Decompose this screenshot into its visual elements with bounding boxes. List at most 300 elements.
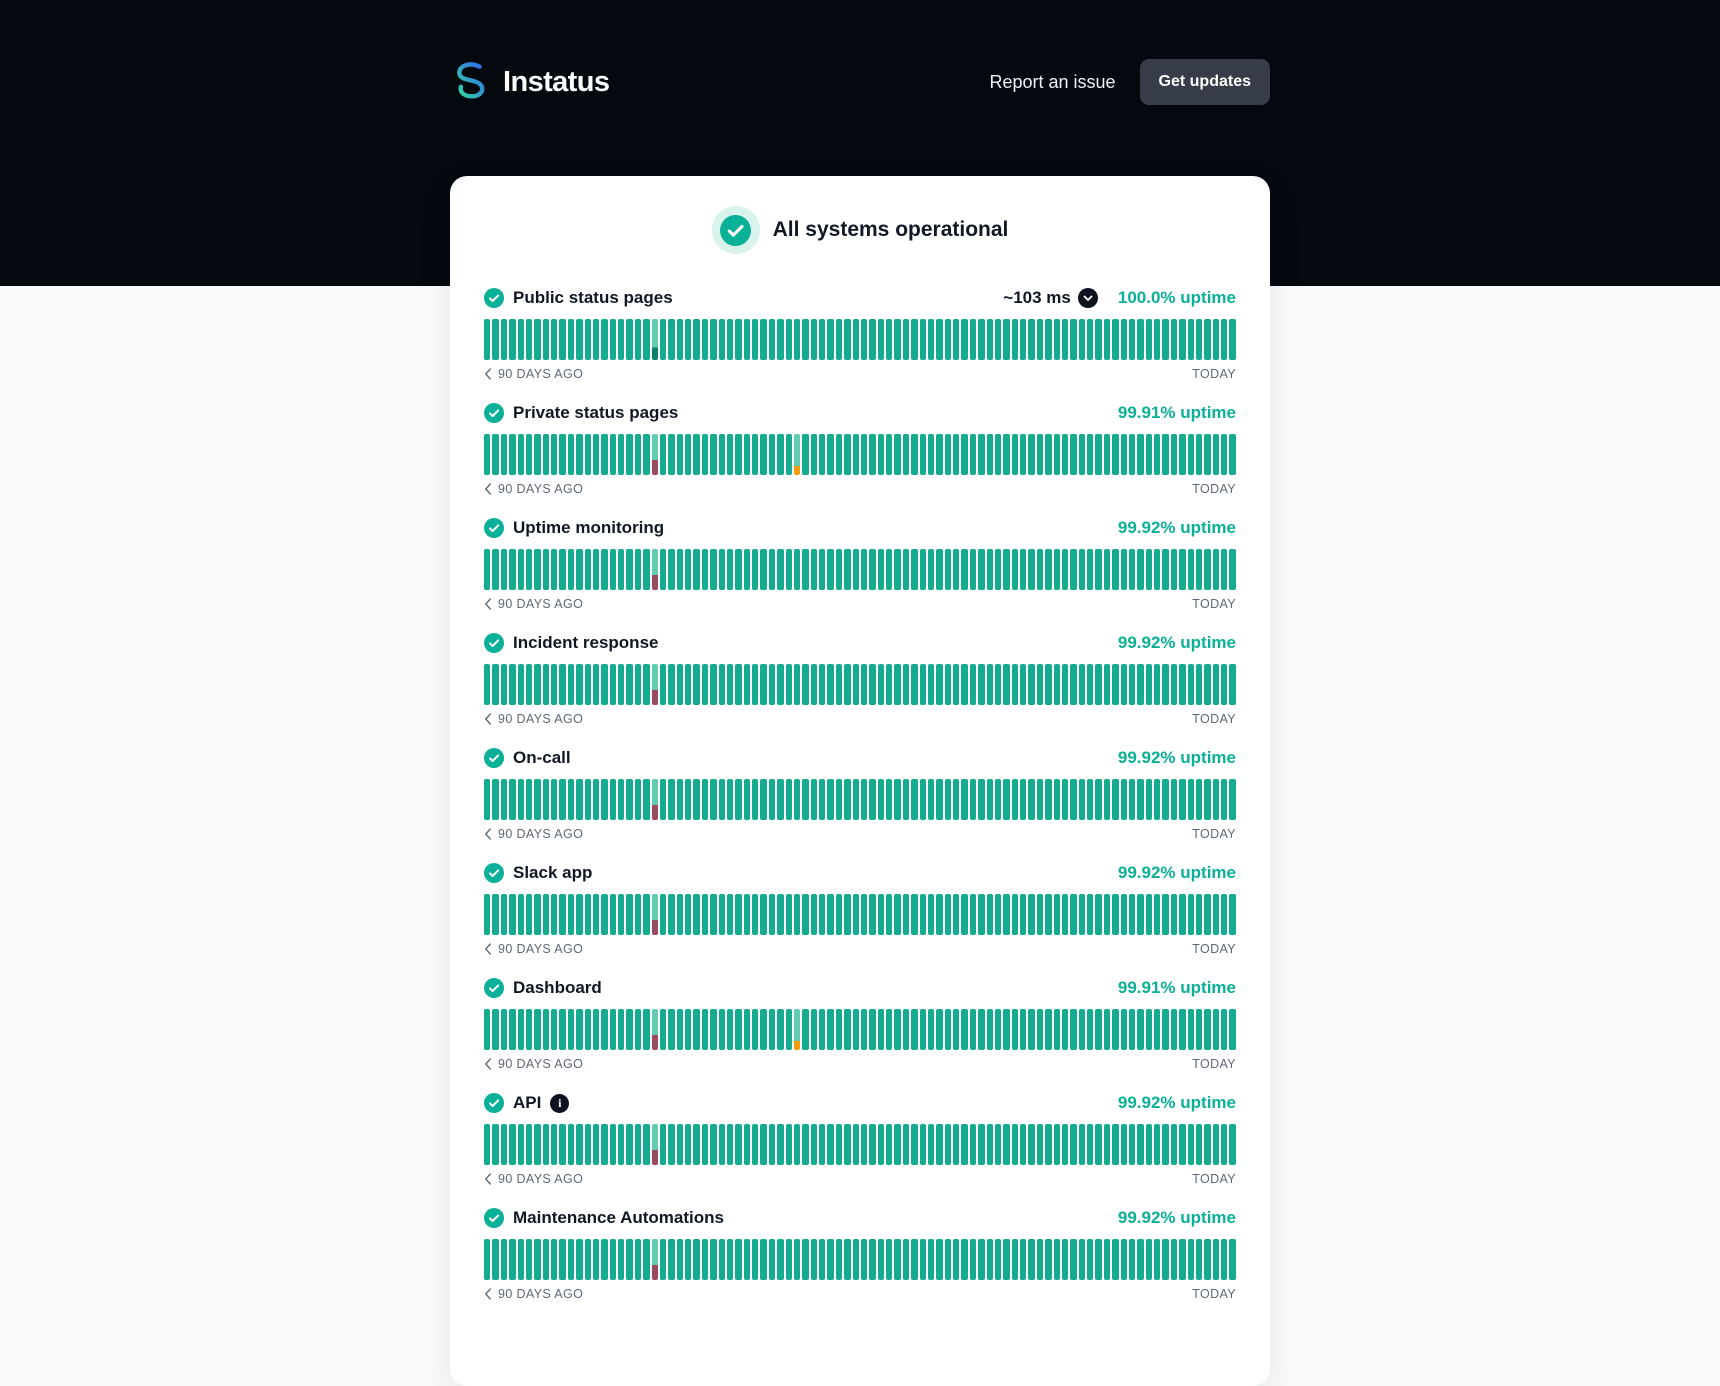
- uptime-day-bar[interactable]: [878, 319, 884, 360]
- uptime-day-bar[interactable]: [794, 1239, 800, 1280]
- uptime-day-bar[interactable]: [978, 434, 984, 475]
- uptime-day-bar[interactable]: [710, 1009, 716, 1050]
- uptime-day-bar[interactable]: [827, 664, 833, 705]
- uptime-day-bar[interactable]: [995, 1239, 1001, 1280]
- uptime-day-bar[interactable]: [501, 1239, 507, 1280]
- uptime-day-bar[interactable]: [693, 1239, 699, 1280]
- uptime-day-bar[interactable]: [970, 1239, 976, 1280]
- uptime-day-bar[interactable]: [1112, 549, 1118, 590]
- uptime-day-bar[interactable]: [936, 779, 942, 820]
- uptime-day-bar[interactable]: [1020, 779, 1026, 820]
- uptime-day-bar[interactable]: [551, 1009, 557, 1050]
- uptime-day-bar[interactable]: [1213, 319, 1219, 360]
- uptime-day-bar[interactable]: [1162, 1009, 1168, 1050]
- uptime-day-bar[interactable]: [928, 894, 934, 935]
- uptime-day-bar[interactable]: [1054, 1009, 1060, 1050]
- uptime-day-bar[interactable]: [585, 1124, 591, 1165]
- uptime-day-bar[interactable]: [652, 664, 658, 705]
- uptime-day-bar[interactable]: [559, 1009, 565, 1050]
- uptime-day-bar[interactable]: [610, 1239, 616, 1280]
- uptime-day-bar[interactable]: [1146, 549, 1152, 590]
- brand-logo[interactable]: [450, 59, 609, 106]
- uptime-day-bar[interactable]: [710, 1124, 716, 1165]
- uptime-day-bar[interactable]: [693, 1009, 699, 1050]
- uptime-day-bar[interactable]: [1003, 1124, 1009, 1165]
- uptime-day-bar[interactable]: [827, 319, 833, 360]
- uptime-day-bar[interactable]: [526, 1009, 532, 1050]
- uptime-day-bar[interactable]: [534, 549, 540, 590]
- uptime-day-bar[interactable]: [534, 1239, 540, 1280]
- uptime-day-bar[interactable]: [911, 1239, 917, 1280]
- uptime-day-bar[interactable]: [1179, 779, 1185, 820]
- uptime-day-bar[interactable]: [1104, 1124, 1110, 1165]
- uptime-day-bar[interactable]: [660, 894, 666, 935]
- uptime-day-bar[interactable]: [1213, 779, 1219, 820]
- uptime-day-bar[interactable]: [559, 434, 565, 475]
- uptime-day-bar[interactable]: [1037, 1239, 1043, 1280]
- uptime-day-bar[interactable]: [1129, 664, 1135, 705]
- uptime-day-bar[interactable]: [1070, 319, 1076, 360]
- uptime-day-bar[interactable]: [677, 1124, 683, 1165]
- uptime-day-bar[interactable]: [1079, 1239, 1085, 1280]
- uptime-day-bar[interactable]: [685, 779, 691, 820]
- uptime-day-bar[interactable]: [836, 1009, 842, 1050]
- uptime-day-bar[interactable]: [1045, 434, 1051, 475]
- uptime-day-bar[interactable]: [601, 319, 607, 360]
- uptime-day-bar[interactable]: [702, 894, 708, 935]
- uptime-day-bar[interactable]: [543, 1124, 549, 1165]
- uptime-day-bar[interactable]: [970, 1009, 976, 1050]
- uptime-day-bar[interactable]: [1129, 1239, 1135, 1280]
- uptime-day-bar[interactable]: [1070, 894, 1076, 935]
- uptime-day-bar[interactable]: [593, 779, 599, 820]
- uptime-day-bar[interactable]: [995, 549, 1001, 590]
- uptime-day-bar[interactable]: [995, 779, 1001, 820]
- uptime-day-bar[interactable]: [869, 1009, 875, 1050]
- uptime-day-bar[interactable]: [1188, 1009, 1194, 1050]
- uptime-day-bar[interactable]: [928, 434, 934, 475]
- uptime-day-bar[interactable]: [601, 664, 607, 705]
- uptime-day-bar[interactable]: [777, 779, 783, 820]
- uptime-day-bar[interactable]: [1070, 779, 1076, 820]
- uptime-day-bar[interactable]: [585, 319, 591, 360]
- uptime-day-bar[interactable]: [987, 779, 993, 820]
- uptime-day-bar[interactable]: [1129, 894, 1135, 935]
- uptime-day-bar[interactable]: [1054, 1239, 1060, 1280]
- uptime-day-bar[interactable]: [1012, 894, 1018, 935]
- uptime-day-bar[interactable]: [1003, 434, 1009, 475]
- uptime-day-bar[interactable]: [626, 319, 632, 360]
- uptime-day-bar[interactable]: [1003, 1009, 1009, 1050]
- uptime-day-bar[interactable]: [702, 1239, 708, 1280]
- uptime-day-bar[interactable]: [727, 894, 733, 935]
- uptime-day-bar[interactable]: [643, 1239, 649, 1280]
- uptime-day-bar[interactable]: [786, 1239, 792, 1280]
- uptime-day-bar[interactable]: [1062, 664, 1068, 705]
- uptime-day-bar[interactable]: [894, 894, 900, 935]
- uptime-day-bar[interactable]: [1162, 1124, 1168, 1165]
- uptime-day-bar[interactable]: [643, 319, 649, 360]
- uptime-day-bar[interactable]: [534, 1009, 540, 1050]
- uptime-day-bar[interactable]: [492, 1124, 498, 1165]
- uptime-day-bar[interactable]: [961, 1009, 967, 1050]
- response-time-toggle[interactable]: [1003, 288, 1098, 308]
- uptime-day-bar[interactable]: [1137, 779, 1143, 820]
- uptime-day-bar[interactable]: [794, 1124, 800, 1165]
- uptime-day-bar[interactable]: [1012, 1239, 1018, 1280]
- uptime-day-bar[interactable]: [819, 319, 825, 360]
- uptime-day-bar[interactable]: [903, 664, 909, 705]
- uptime-day-bar[interactable]: [1095, 434, 1101, 475]
- uptime-day-bar[interactable]: [1221, 664, 1227, 705]
- uptime-day-bar[interactable]: [945, 779, 951, 820]
- uptime-day-bar[interactable]: [886, 549, 892, 590]
- uptime-day-bar[interactable]: [920, 1239, 926, 1280]
- uptime-day-bar[interactable]: [1112, 1124, 1118, 1165]
- uptime-day-bar[interactable]: [811, 319, 817, 360]
- uptime-day-bar[interactable]: [660, 1239, 666, 1280]
- uptime-day-bar[interactable]: [853, 1009, 859, 1050]
- uptime-day-bar[interactable]: [1213, 434, 1219, 475]
- uptime-day-bar[interactable]: [518, 1124, 524, 1165]
- uptime-day-bar[interactable]: [1146, 1239, 1152, 1280]
- uptime-day-bar[interactable]: [995, 894, 1001, 935]
- uptime-day-bar[interactable]: [836, 434, 842, 475]
- uptime-day-bar[interactable]: [936, 664, 942, 705]
- uptime-day-bar[interactable]: [1129, 319, 1135, 360]
- uptime-day-bar[interactable]: [987, 894, 993, 935]
- uptime-day-bar[interactable]: [1087, 1124, 1093, 1165]
- uptime-day-bar[interactable]: [1012, 1009, 1018, 1050]
- uptime-day-bar[interactable]: [618, 1009, 624, 1050]
- uptime-day-bar[interactable]: [601, 434, 607, 475]
- uptime-day-bar[interactable]: [1095, 319, 1101, 360]
- uptime-day-bar[interactable]: [903, 1009, 909, 1050]
- uptime-day-bar[interactable]: [1146, 319, 1152, 360]
- uptime-day-bar[interactable]: [685, 549, 691, 590]
- uptime-day-bar[interactable]: [1104, 1009, 1110, 1050]
- uptime-day-bar[interactable]: [970, 664, 976, 705]
- uptime-day-bar[interactable]: [886, 434, 892, 475]
- uptime-day-bar[interactable]: [576, 549, 582, 590]
- uptime-day-bar[interactable]: [794, 1009, 800, 1050]
- uptime-day-bar[interactable]: [744, 664, 750, 705]
- uptime-day-bar[interactable]: [1171, 1239, 1177, 1280]
- uptime-day-bar[interactable]: [1171, 894, 1177, 935]
- uptime-day-bar[interactable]: [534, 1124, 540, 1165]
- uptime-day-bar[interactable]: [1003, 549, 1009, 590]
- uptime-day-bar[interactable]: [1112, 1239, 1118, 1280]
- uptime-day-bar[interactable]: [1196, 1239, 1202, 1280]
- uptime-day-bar[interactable]: [1028, 779, 1034, 820]
- uptime-day-bar[interactable]: [601, 1009, 607, 1050]
- uptime-day-bar[interactable]: [786, 1124, 792, 1165]
- uptime-day-bar[interactable]: [861, 549, 867, 590]
- uptime-day-bar[interactable]: [970, 1124, 976, 1165]
- uptime-day-bar[interactable]: [752, 1124, 758, 1165]
- uptime-day-bar[interactable]: [970, 779, 976, 820]
- uptime-day-bar[interactable]: [786, 779, 792, 820]
- uptime-day-bar[interactable]: [1020, 1124, 1026, 1165]
- uptime-history-bars[interactable]: [484, 1124, 1236, 1165]
- uptime-day-bar[interactable]: [844, 894, 850, 935]
- uptime-day-bar[interactable]: [501, 664, 507, 705]
- uptime-day-bar[interactable]: [1221, 779, 1227, 820]
- uptime-day-bar[interactable]: [735, 319, 741, 360]
- uptime-day-bar[interactable]: [1062, 434, 1068, 475]
- uptime-day-bar[interactable]: [1188, 1239, 1194, 1280]
- uptime-day-bar[interactable]: [1079, 1124, 1085, 1165]
- uptime-day-bar[interactable]: [928, 664, 934, 705]
- uptime-day-bar[interactable]: [1129, 779, 1135, 820]
- uptime-day-bar[interactable]: [626, 434, 632, 475]
- uptime-day-bar[interactable]: [869, 1239, 875, 1280]
- uptime-day-bar[interactable]: [484, 1009, 490, 1050]
- uptime-day-bar[interactable]: [978, 319, 984, 360]
- uptime-day-bar[interactable]: [610, 1009, 616, 1050]
- uptime-day-bar[interactable]: [777, 1124, 783, 1165]
- uptime-day-bar[interactable]: [710, 664, 716, 705]
- uptime-day-bar[interactable]: [953, 319, 959, 360]
- uptime-day-bar[interactable]: [911, 1009, 917, 1050]
- uptime-day-bar[interactable]: [1171, 779, 1177, 820]
- uptime-day-bar[interactable]: [568, 434, 574, 475]
- uptime-day-bar[interactable]: [987, 319, 993, 360]
- uptime-day-bar[interactable]: [1062, 1239, 1068, 1280]
- uptime-day-bar[interactable]: [1037, 1124, 1043, 1165]
- uptime-day-bar[interactable]: [819, 664, 825, 705]
- uptime-day-bar[interactable]: [1037, 779, 1043, 820]
- uptime-day-bar[interactable]: [903, 319, 909, 360]
- uptime-day-bar[interactable]: [777, 894, 783, 935]
- uptime-day-bar[interactable]: [727, 549, 733, 590]
- uptime-day-bar[interactable]: [936, 549, 942, 590]
- uptime-day-bar[interactable]: [1171, 1009, 1177, 1050]
- uptime-day-bar[interactable]: [1104, 319, 1110, 360]
- uptime-day-bar[interactable]: [769, 319, 775, 360]
- uptime-day-bar[interactable]: [1112, 664, 1118, 705]
- uptime-day-bar[interactable]: [568, 779, 574, 820]
- uptime-day-bar[interactable]: [526, 319, 532, 360]
- uptime-day-bar[interactable]: [626, 779, 632, 820]
- uptime-day-bar[interactable]: [1121, 779, 1127, 820]
- uptime-day-bar[interactable]: [769, 779, 775, 820]
- uptime-day-bar[interactable]: [1229, 1239, 1235, 1280]
- uptime-day-bar[interactable]: [928, 1009, 934, 1050]
- uptime-day-bar[interactable]: [1087, 664, 1093, 705]
- uptime-day-bar[interactable]: [568, 1124, 574, 1165]
- uptime-day-bar[interactable]: [961, 1124, 967, 1165]
- uptime-day-bar[interactable]: [970, 319, 976, 360]
- uptime-day-bar[interactable]: [1162, 779, 1168, 820]
- uptime-day-bar[interactable]: [995, 319, 1001, 360]
- uptime-day-bar[interactable]: [1171, 434, 1177, 475]
- uptime-day-bar[interactable]: [928, 779, 934, 820]
- uptime-day-bar[interactable]: [920, 1124, 926, 1165]
- uptime-day-bar[interactable]: [894, 434, 900, 475]
- uptime-day-bar[interactable]: [593, 1009, 599, 1050]
- uptime-day-bar[interactable]: [719, 434, 725, 475]
- uptime-day-bar[interactable]: [802, 434, 808, 475]
- uptime-day-bar[interactable]: [1221, 894, 1227, 935]
- uptime-day-bar[interactable]: [869, 549, 875, 590]
- uptime-day-bar[interactable]: [987, 1124, 993, 1165]
- uptime-day-bar[interactable]: [1020, 894, 1026, 935]
- uptime-day-bar[interactable]: [543, 779, 549, 820]
- uptime-day-bar[interactable]: [1204, 434, 1210, 475]
- uptime-day-bar[interactable]: [844, 549, 850, 590]
- uptime-day-bar[interactable]: [786, 549, 792, 590]
- uptime-day-bar[interactable]: [945, 1009, 951, 1050]
- uptime-day-bar[interactable]: [819, 779, 825, 820]
- uptime-day-bar[interactable]: [1137, 434, 1143, 475]
- uptime-day-bar[interactable]: [760, 1239, 766, 1280]
- uptime-day-bar[interactable]: [1162, 434, 1168, 475]
- uptime-day-bar[interactable]: [878, 664, 884, 705]
- uptime-day-bar[interactable]: [1196, 664, 1202, 705]
- uptime-day-bar[interactable]: [811, 549, 817, 590]
- uptime-day-bar[interactable]: [626, 894, 632, 935]
- uptime-day-bar[interactable]: [1087, 1009, 1093, 1050]
- uptime-history-bars[interactable]: [484, 779, 1236, 820]
- uptime-day-bar[interactable]: [543, 1239, 549, 1280]
- uptime-day-bar[interactable]: [978, 549, 984, 590]
- uptime-day-bar[interactable]: [878, 1124, 884, 1165]
- uptime-day-bar[interactable]: [995, 434, 1001, 475]
- uptime-day-bar[interactable]: [811, 1009, 817, 1050]
- uptime-day-bar[interactable]: [844, 1009, 850, 1050]
- uptime-day-bar[interactable]: [1162, 894, 1168, 935]
- uptime-day-bar[interactable]: [559, 1239, 565, 1280]
- uptime-day-bar[interactable]: [643, 664, 649, 705]
- uptime-day-bar[interactable]: [1087, 319, 1093, 360]
- uptime-day-bar[interactable]: [869, 1124, 875, 1165]
- uptime-day-bar[interactable]: [827, 894, 833, 935]
- uptime-day-bar[interactable]: [1012, 434, 1018, 475]
- uptime-day-bar[interactable]: [953, 894, 959, 935]
- uptime-day-bar[interactable]: [626, 549, 632, 590]
- uptime-day-bar[interactable]: [836, 664, 842, 705]
- uptime-day-bar[interactable]: [685, 894, 691, 935]
- uptime-day-bar[interactable]: [903, 1124, 909, 1165]
- uptime-day-bar[interactable]: [484, 319, 490, 360]
- uptime-day-bar[interactable]: [802, 664, 808, 705]
- uptime-day-bar[interactable]: [945, 549, 951, 590]
- uptime-day-bar[interactable]: [819, 434, 825, 475]
- uptime-day-bar[interactable]: [953, 664, 959, 705]
- uptime-day-bar[interactable]: [995, 1124, 1001, 1165]
- uptime-day-bar[interactable]: [735, 1124, 741, 1165]
- uptime-day-bar[interactable]: [1054, 549, 1060, 590]
- uptime-day-bar[interactable]: [1121, 319, 1127, 360]
- uptime-day-bar[interactable]: [652, 1009, 658, 1050]
- uptime-day-bar[interactable]: [693, 549, 699, 590]
- uptime-day-bar[interactable]: [1112, 1009, 1118, 1050]
- uptime-day-bar[interactable]: [543, 664, 549, 705]
- uptime-day-bar[interactable]: [1054, 1124, 1060, 1165]
- uptime-day-bar[interactable]: [1229, 779, 1235, 820]
- uptime-day-bar[interactable]: [836, 779, 842, 820]
- uptime-day-bar[interactable]: [1154, 1239, 1160, 1280]
- uptime-history-bars[interactable]: [484, 1009, 1236, 1050]
- uptime-day-bar[interactable]: [576, 894, 582, 935]
- uptime-day-bar[interactable]: [1079, 319, 1085, 360]
- uptime-day-bar[interactable]: [861, 894, 867, 935]
- uptime-day-bar[interactable]: [518, 1009, 524, 1050]
- uptime-day-bar[interactable]: [752, 1009, 758, 1050]
- uptime-day-bar[interactable]: [1179, 664, 1185, 705]
- uptime-day-bar[interactable]: [1062, 1124, 1068, 1165]
- uptime-day-bar[interactable]: [961, 549, 967, 590]
- uptime-day-bar[interactable]: [995, 664, 1001, 705]
- uptime-day-bar[interactable]: [945, 319, 951, 360]
- uptime-day-bar[interactable]: [484, 1124, 490, 1165]
- uptime-day-bar[interactable]: [702, 779, 708, 820]
- uptime-day-bar[interactable]: [1179, 319, 1185, 360]
- uptime-day-bar[interactable]: [811, 1124, 817, 1165]
- uptime-day-bar[interactable]: [744, 779, 750, 820]
- uptime-day-bar[interactable]: [853, 1239, 859, 1280]
- uptime-day-bar[interactable]: [685, 1009, 691, 1050]
- uptime-day-bar[interactable]: [769, 434, 775, 475]
- uptime-day-bar[interactable]: [928, 549, 934, 590]
- uptime-day-bar[interactable]: [1095, 779, 1101, 820]
- uptime-day-bar[interactable]: [1070, 664, 1076, 705]
- uptime-day-bar[interactable]: [760, 1124, 766, 1165]
- uptime-day-bar[interactable]: [1028, 434, 1034, 475]
- uptime-day-bar[interactable]: [1196, 1009, 1202, 1050]
- uptime-day-bar[interactable]: [1112, 319, 1118, 360]
- uptime-day-bar[interactable]: [585, 1009, 591, 1050]
- uptime-day-bar[interactable]: [861, 434, 867, 475]
- uptime-day-bar[interactable]: [1229, 434, 1235, 475]
- uptime-day-bar[interactable]: [492, 894, 498, 935]
- uptime-day-bar[interactable]: [685, 664, 691, 705]
- uptime-day-bar[interactable]: [501, 549, 507, 590]
- uptime-day-bar[interactable]: [777, 1009, 783, 1050]
- uptime-day-bar[interactable]: [1196, 319, 1202, 360]
- uptime-day-bar[interactable]: [677, 1009, 683, 1050]
- uptime-day-bar[interactable]: [1129, 549, 1135, 590]
- uptime-day-bar[interactable]: [1045, 894, 1051, 935]
- uptime-day-bar[interactable]: [1171, 1124, 1177, 1165]
- uptime-day-bar[interactable]: [677, 319, 683, 360]
- uptime-day-bar[interactable]: [1104, 1239, 1110, 1280]
- uptime-day-bar[interactable]: [1137, 319, 1143, 360]
- uptime-day-bar[interactable]: [1213, 894, 1219, 935]
- uptime-day-bar[interactable]: [593, 319, 599, 360]
- uptime-day-bar[interactable]: [492, 1239, 498, 1280]
- uptime-day-bar[interactable]: [869, 779, 875, 820]
- uptime-day-bar[interactable]: [492, 664, 498, 705]
- uptime-day-bar[interactable]: [635, 434, 641, 475]
- uptime-day-bar[interactable]: [559, 779, 565, 820]
- uptime-day-bar[interactable]: [618, 1124, 624, 1165]
- uptime-day-bar[interactable]: [660, 1009, 666, 1050]
- uptime-day-bar[interactable]: [1062, 779, 1068, 820]
- uptime-day-bar[interactable]: [953, 1124, 959, 1165]
- uptime-day-bar[interactable]: [794, 434, 800, 475]
- uptime-day-bar[interactable]: [727, 1009, 733, 1050]
- uptime-day-bar[interactable]: [920, 319, 926, 360]
- uptime-day-bar[interactable]: [719, 1124, 725, 1165]
- uptime-day-bar[interactable]: [576, 434, 582, 475]
- uptime-day-bar[interactable]: [894, 549, 900, 590]
- uptime-day-bar[interactable]: [593, 1239, 599, 1280]
- uptime-day-bar[interactable]: [509, 319, 515, 360]
- uptime-day-bar[interactable]: [794, 664, 800, 705]
- uptime-day-bar[interactable]: [484, 894, 490, 935]
